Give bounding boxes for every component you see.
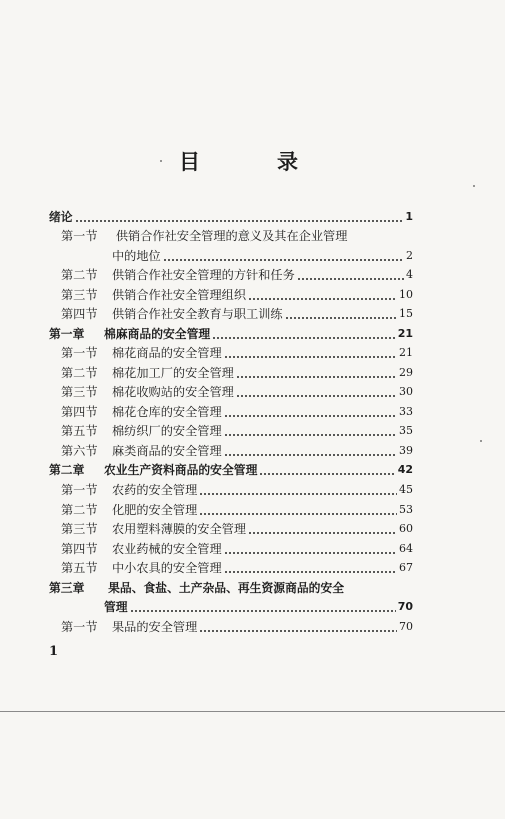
toc-entry-title: 供销合作社安全教育与职工训练 xyxy=(112,307,283,321)
dot-leader xyxy=(236,395,397,397)
toc-entry[interactable] xyxy=(61,305,413,323)
dot-leader xyxy=(297,278,404,280)
toc-entry[interactable] xyxy=(61,286,413,304)
toc-entry-title: 农药的安全管理 xyxy=(112,483,198,497)
toc-entry-title: 化肥的安全管理 xyxy=(112,503,198,517)
toc-page-number: 64 xyxy=(399,542,413,555)
toc-page-number: 1 xyxy=(405,210,413,223)
toc-entry-title: 中的地位 xyxy=(112,249,161,263)
dot-leader xyxy=(212,337,396,339)
toc-entry-continuation[interactable] xyxy=(104,598,413,616)
toc-entry[interactable] xyxy=(61,344,413,362)
toc-entry-continuation[interactable] xyxy=(112,247,413,265)
toc-chapter-number: 第一章 xyxy=(49,327,85,341)
toc-entry-title: 果品、食盐、土产杂品、再生资源商品的安全 xyxy=(108,581,345,595)
scan-speck xyxy=(480,440,482,442)
toc-entry-title: 农业生产资料商品的安全管理 xyxy=(104,463,258,477)
toc-entry[interactable] xyxy=(61,618,413,636)
toc-page-number: 45 xyxy=(399,483,413,496)
toc-section-number: 第三节 xyxy=(61,385,98,399)
toc-entry-title: 麻类商品的安全管理 xyxy=(112,444,222,458)
scan-speck xyxy=(160,160,162,162)
toc-entry-title: 棉花商品的安全管理 xyxy=(112,346,222,360)
toc-entry-title: 果品的安全管理 xyxy=(112,620,198,634)
toc-entry-title: 棉花收购站的安全管理 xyxy=(112,385,234,399)
toc-page-number: 21 xyxy=(397,327,413,340)
toc-page-number: 2 xyxy=(406,249,413,262)
toc-section-number: 第二节 xyxy=(61,366,98,380)
toc-chapter-entry[interactable] xyxy=(49,579,344,597)
toc-entry-title: 管理 xyxy=(104,600,128,614)
dot-leader xyxy=(285,317,397,319)
toc-section-number: 第二节 xyxy=(61,503,98,517)
toc-entry[interactable] xyxy=(61,422,413,440)
toc-chapter-number: 第二章 xyxy=(49,463,85,477)
toc-entry-title: 棉花仓库的安全管理 xyxy=(112,405,222,419)
toc-entry-title: 供销合作社安全管理的意义及其在企业管理 xyxy=(115,229,348,243)
dot-leader xyxy=(259,473,395,475)
toc-entry[interactable] xyxy=(61,227,347,245)
toc-entry-title: 棉纺织厂的安全管理 xyxy=(112,424,222,438)
toc-page-number: 30 xyxy=(399,385,413,398)
dot-leader xyxy=(236,376,397,378)
scan-speck xyxy=(473,185,475,187)
toc-entry-title: 农用塑料薄膜的安全管理 xyxy=(112,522,247,536)
toc-section-number: 第一节 xyxy=(61,346,98,360)
toc-entry[interactable] xyxy=(61,364,413,382)
toc-page-number: 29 xyxy=(399,366,413,379)
toc-page-number: 70 xyxy=(399,620,413,633)
toc-entry[interactable] xyxy=(61,403,413,421)
toc-page-number: 53 xyxy=(399,503,413,516)
toc-section-number: 第四节 xyxy=(61,307,98,321)
toc-entry-title: 供销合作社安全管理的方针和任务 xyxy=(112,268,295,282)
toc-entry[interactable] xyxy=(61,481,413,499)
dot-leader xyxy=(248,298,397,300)
toc-page-number: 35 xyxy=(399,424,413,437)
toc-section-number: 第一节 xyxy=(61,229,98,243)
toc-entry-title: 棉花加工厂的安全管理 xyxy=(112,366,234,380)
toc-page-number: 67 xyxy=(399,561,413,574)
dot-leader xyxy=(224,356,397,358)
dot-leader xyxy=(130,610,396,612)
dot-leader xyxy=(224,415,397,417)
toc-chapter-entry[interactable] xyxy=(49,325,413,343)
toc-section-number: 第三节 xyxy=(61,288,98,302)
toc-entry[interactable] xyxy=(61,540,413,558)
toc-section-number: 第五节 xyxy=(61,561,98,575)
dot-leader xyxy=(224,434,397,436)
toc-entry-title: 棉麻商品的安全管理 xyxy=(104,327,211,341)
dot-leader xyxy=(224,552,397,554)
page-folio: 1 xyxy=(49,644,59,659)
dot-leader xyxy=(163,259,404,261)
dot-leader xyxy=(224,571,397,573)
page-title: 目 录 xyxy=(179,149,326,174)
toc-entry[interactable] xyxy=(61,442,413,460)
dot-leader xyxy=(75,220,404,222)
toc-page-number: 15 xyxy=(399,307,413,320)
toc-entry-title: 绪论 xyxy=(49,210,73,224)
dot-leader xyxy=(199,493,397,495)
dot-leader xyxy=(199,630,397,632)
dot-leader xyxy=(248,532,397,534)
toc-entry[interactable] xyxy=(61,266,413,284)
toc-section-number: 第四节 xyxy=(61,542,98,556)
toc-page-number: 33 xyxy=(399,405,413,418)
toc-entry-title: 农业药械的安全管理 xyxy=(112,542,222,556)
toc-section-number: 第五节 xyxy=(61,424,98,438)
toc-chapter-entry[interactable] xyxy=(49,461,413,479)
toc-page-number: 39 xyxy=(399,444,413,457)
toc-entry-title: 中小农具的安全管理 xyxy=(112,561,222,575)
toc-section-number: 第一节 xyxy=(61,483,98,497)
toc-page-number: 21 xyxy=(399,346,413,359)
dot-leader xyxy=(199,513,397,515)
toc-page-number: 4 xyxy=(406,268,413,281)
toc-entry[interactable] xyxy=(61,520,413,538)
toc-section-number: 第一节 xyxy=(61,620,98,634)
toc-section-number: 第二节 xyxy=(61,268,98,282)
toc-page-number: 60 xyxy=(399,522,413,535)
toc-section-number: 第四节 xyxy=(61,405,98,419)
scan-bottom-edge xyxy=(0,711,505,712)
toc-entry[interactable] xyxy=(61,559,413,577)
toc-page-number: 70 xyxy=(397,600,413,613)
toc-entry[interactable] xyxy=(49,208,413,226)
toc-entry-title: 供销合作社安全管理组织 xyxy=(112,288,247,302)
toc-section-number: 第六节 xyxy=(61,444,98,458)
toc-section-number: 第三节 xyxy=(61,522,98,536)
toc-entry[interactable] xyxy=(61,501,413,519)
toc-chapter-number: 第三章 xyxy=(49,581,85,595)
toc-page-number: 10 xyxy=(399,288,413,301)
toc-page-number: 42 xyxy=(397,463,413,476)
toc-entry[interactable] xyxy=(61,383,413,401)
dot-leader xyxy=(224,454,397,456)
